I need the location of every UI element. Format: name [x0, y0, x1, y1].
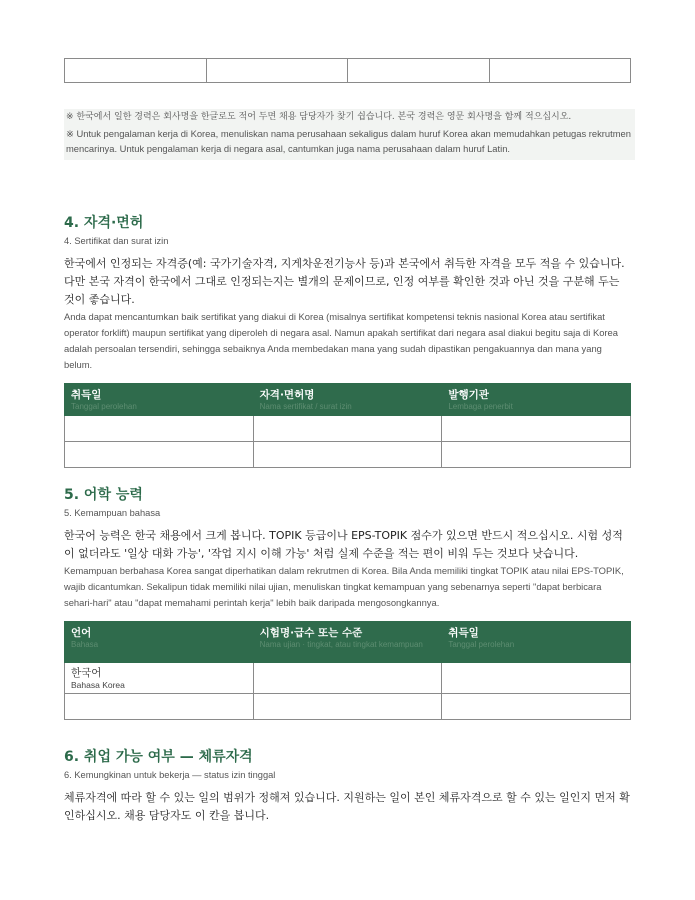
- header-issuer: [442, 384, 631, 416]
- section-subtitle: 4. Sertifikat dan surat izin: [64, 236, 169, 246]
- header-label: 언어: [71, 627, 92, 639]
- table-header-row: [65, 384, 631, 416]
- section-subtitle: 5. Kemampuan bahasa: [64, 508, 161, 518]
- experience-note: [64, 109, 635, 160]
- header-sublabel: Nama sertifikat / surat izin: [259, 402, 352, 411]
- experience-table: [64, 58, 631, 83]
- table-cell[interactable]: [442, 416, 631, 442]
- table-cell[interactable]: [348, 59, 490, 83]
- header-label: 취득일: [448, 627, 479, 639]
- table-cell[interactable]: [65, 442, 254, 468]
- table-row: [65, 663, 631, 694]
- section-subtitle: 6. Kemungkinan untuk bekerja — status izin tinggal: [64, 770, 276, 780]
- table-header-row: [65, 622, 631, 663]
- table-cell[interactable]: [65, 663, 254, 694]
- header-cert-name: [253, 384, 442, 416]
- section-language: [64, 486, 631, 720]
- language-korean: 한국어: [71, 667, 102, 679]
- section-title: 6. 취업 가능 여부 — 체류자격: [64, 749, 253, 765]
- table-row: [65, 59, 631, 83]
- header-label: 시험명·급수 또는 수준: [259, 627, 363, 639]
- table-cell[interactable]: [253, 694, 442, 720]
- table-cell[interactable]: [206, 59, 348, 83]
- header-sublabel: Lembaga penerbit: [448, 402, 513, 411]
- header-date: [442, 622, 631, 663]
- table-cell[interactable]: [65, 59, 207, 83]
- language-table: [64, 621, 631, 720]
- table-cell[interactable]: [253, 442, 442, 468]
- table-row: [65, 442, 631, 468]
- section-body-indonesian: Anda dapat mencantumkan baik sertifikat yang diakui di Korea (misalnya sertifikat kompetensi teknis nasional Korea atau sertifikat operator forklift) maupun sertifikat yang diperoleh di negara asal. Namun apakah sertifikat dari negara asal diakui begitu saja di Korea adalah persoalan tersendiri, sehingga sebaiknya Anda membedakan mana yang sudah dipastikan pengakuannya dan mana yang belum.: [64, 311, 618, 370]
- section-body-korean: 한국에서 인정되는 자격증(예: 국가기술자격, 지게차운전기능사 등)과 본국에서 취득한 자격을 모두 적을 수 있습니다. 다만 본국 자격이 한국에서 그대로 인정되는지는 별개의 문제이므로, 인정 여부를 확인한 것과 아닌 것을 구분해 두는 것이 좋습니다.: [64, 257, 625, 306]
- header-sublabel: Tanggal perolehan: [71, 402, 137, 411]
- table-row: [65, 416, 631, 442]
- header-label: 발행기관: [448, 389, 489, 401]
- header-language: [65, 622, 254, 663]
- header-test-level: [253, 622, 442, 663]
- table-cell[interactable]: [253, 416, 442, 442]
- header-sublabel: Tanggal perolehan: [448, 640, 515, 649]
- section-title: 4. 자격·면허: [64, 215, 144, 231]
- table-cell[interactable]: [65, 416, 254, 442]
- table-cell[interactable]: [253, 663, 442, 694]
- section-body-korean: 한국어 능력은 한국 채용에서 크게 봅니다. TOPIK 등급이나 EPS-TOPIK 점수가 있으면 반드시 적으십시오. 시험 성적이 없더라도 '일상 대화 가능', '작업 지시 이해 가능' 처럼 실제 수준을 적는 편이 비워 두는 것보다 낫습니다.: [64, 529, 623, 560]
- header-date: [65, 384, 254, 416]
- section-body-indonesian: Kemampuan berbahasa Korea sangat diperhatikan dalam rekrutmen di Korea. Bila Anda memiliki tingkat TOPIK atau nilai EPS-TOPIK, wajib dicantumkan. Sekalipun tidak memiliki nilai ujian, menuliskan tingkat kemampuan yang sebenarnya seperti "dapat berbicara sehari-hari" atau "dapat memahami perintah kerja" lebih baik daripada mengosongkannya.: [64, 565, 624, 608]
- note-korean: ※ 한국에서 일한 경력은 회사명을 한글로도 적어 두면 채용 담당자가 찾기 쉽습니다. 본국 경력은 영문 회사명을 함께 적으십시오.: [66, 112, 572, 122]
- note-indonesian: ※ Untuk pengalaman kerja di Korea, menuliskan nama perusahaan sekaligus dalam huruf Korea akan memudahkan petugas rekrutmen mencarinya. Untuk pengalaman kerja di negara asal, cantumkan juga nama perusahaan dalam huruf Latin.: [66, 127, 631, 154]
- header-sublabel: Nama ujian · tingkat, atau tingkat kemampuan: [259, 640, 423, 649]
- header-label: 자격·면허명: [259, 389, 315, 401]
- certificates-table: [64, 383, 631, 468]
- section-body-korean: 체류자격에 따라 할 수 있는 일의 범위가 정해져 있습니다. 지원하는 일이 본인 체류자격으로 할 수 있는 일인지 먼저 확인하십시오. 채용 담당자도 이 칸을 봅니다.: [64, 791, 630, 822]
- section-work-eligibility: [64, 748, 631, 825]
- table-cell[interactable]: [442, 694, 631, 720]
- header-label: 취득일: [71, 389, 102, 401]
- section-title: 5. 어학 능력: [64, 487, 143, 503]
- table-cell[interactable]: [442, 442, 631, 468]
- section-certificates: [64, 214, 631, 468]
- table-cell[interactable]: [442, 663, 631, 694]
- table-cell[interactable]: [65, 694, 254, 720]
- header-sublabel: Bahasa: [71, 640, 99, 649]
- table-row: [65, 694, 631, 720]
- language-korean-sublabel: Bahasa Korea: [71, 680, 125, 690]
- table-cell[interactable]: [489, 59, 631, 83]
